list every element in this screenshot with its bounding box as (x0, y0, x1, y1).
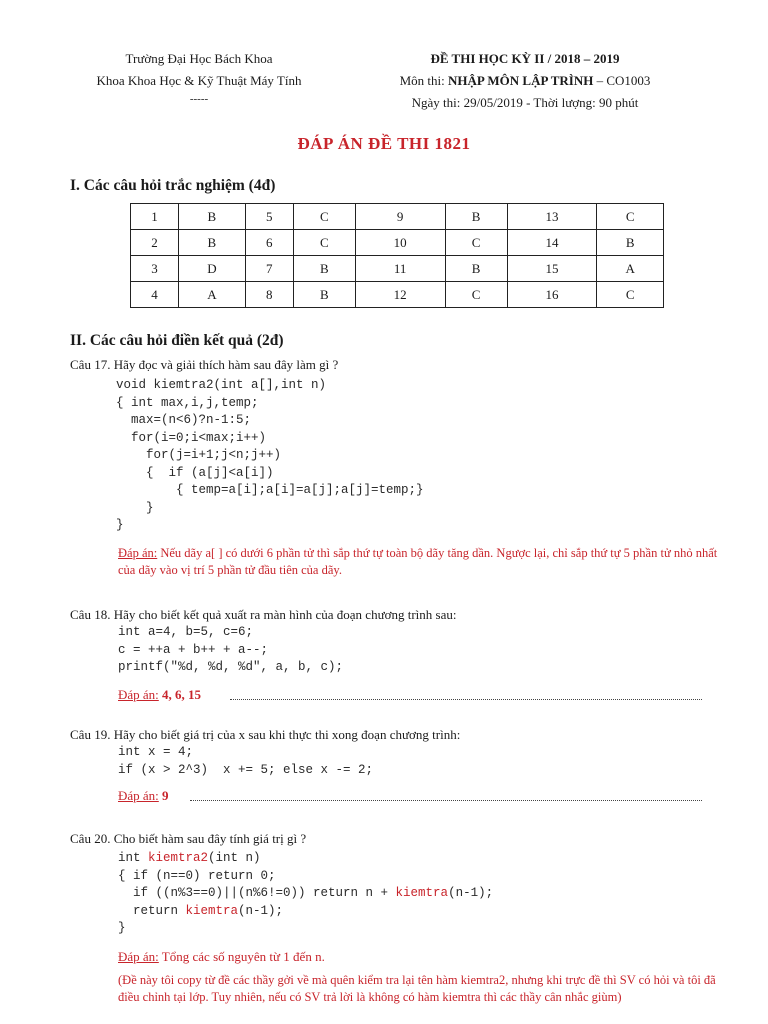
section-1-heading: I. Các câu hỏi trắc nghiệm (4đ) (70, 177, 276, 194)
section-2-heading: II. Các câu hỏi điền kết quả (2đ) (70, 332, 284, 349)
page-title: ĐÁP ÁN ĐỀ THI 1821 (297, 134, 471, 153)
answer-choice-cell: B (293, 256, 355, 282)
answer-choice-cell: C (445, 282, 507, 308)
q18-answer-label: Đáp án: (118, 687, 159, 702)
q17-answer (118, 545, 718, 579)
header-left (74, 48, 324, 106)
header-divider: ----- (189, 93, 209, 105)
course-code: – CO1003 (593, 73, 651, 88)
q20-code-line (118, 886, 493, 900)
subject-name: NHẬP MÔN LẬP TRÌNH (448, 73, 594, 88)
faculty-name: Khoa Khoa Học & Kỹ Thuật Máy Tính (96, 73, 302, 88)
code-text: (n-1); (448, 886, 494, 900)
question-number-cell: 7 (245, 256, 293, 282)
question-number-cell: 14 (507, 230, 597, 256)
q18-answer-dotline (230, 699, 702, 700)
code-text: (int n) (208, 851, 261, 865)
answer-table-row (131, 256, 664, 282)
question-number-cell: 9 (355, 204, 445, 230)
answer-choice-cell: C (597, 282, 664, 308)
subject-line (355, 70, 695, 92)
header-right (355, 48, 695, 114)
q20-answer-text: Tổng các số nguyên từ 1 đến n. (158, 949, 325, 964)
question-number-cell: 16 (507, 282, 597, 308)
question-number-cell: 4 (131, 282, 179, 308)
code-text: } (118, 921, 126, 935)
q20-answer (118, 948, 325, 966)
q18-code: int a=4, b=5, c=6; c = ++a + b++ + a--; printf("%d, %d, %d", a, b, c); (118, 625, 344, 674)
exam-date-line: Ngày thi: 29/05/2019 - Thời lượng: 90 phút (411, 95, 639, 110)
q17-answer-label: Đáp án: (118, 546, 158, 560)
code-function-name: kiemtra (185, 903, 239, 918)
question-20: Câu 20. Cho biết hàm sau đây tính giá trị gì ? (70, 831, 307, 846)
answer-table-row (131, 230, 664, 256)
subject-label: Môn thi: (399, 73, 449, 88)
q20-code-line (118, 869, 276, 883)
code-text: if ((n%3==0)||(n%6!=0)) return n + (118, 886, 396, 900)
code-function-name: kiemtra2 (148, 851, 209, 865)
q18-answer-text: 4, 6, 15 (158, 687, 202, 702)
answer-choice-cell: A (179, 282, 246, 308)
question-number-cell: 6 (245, 230, 293, 256)
question-number-cell: 8 (245, 282, 293, 308)
q19-answer-dotline (190, 800, 702, 801)
answer-choice-cell: C (293, 204, 355, 230)
q19-answer-label: Đáp án: (118, 788, 159, 803)
exam-title: ĐỀ THI HỌC KỲ II / 2018 – 2019 (430, 51, 620, 66)
q20-code (118, 850, 493, 938)
answer-table-row (131, 282, 664, 308)
answer-choice-cell: B (179, 204, 246, 230)
question-19: Câu 19. Hãy cho biết giá trị của x sau khi thực thi xong đoạn chương trình: (70, 727, 461, 742)
question-number-cell: 12 (355, 282, 445, 308)
answer-choice-cell: A (597, 256, 664, 282)
answer-choice-cell: D (179, 256, 246, 282)
code-text: { if (n==0) return 0; (118, 868, 276, 883)
answer-choice-cell: C (293, 230, 355, 256)
q17-code: void kiemtra2(int a[],int n) { int max,i,j,temp; max=(n<6)?n-1:5; for(i=0;i<max;i++) for(j=i+1;j<n;j++) { if (a[j]<a[i]) { temp=a[i];a[i]=a[j];a[j]=temp;} } } (116, 378, 424, 532)
q20-note: (Đề này tôi copy từ đề các thầy gởi về mà quên kiểm tra lại tên hàm kiemtra2, nhưng khi trực đề thì SV có hỏi và tôi đã điều chỉnh tại lớp. Tuy nhiên, nếu có SV trả lời là không có hàm kiemtra thì các thầy cân nhắc giùm) (118, 973, 716, 1004)
q17-answer-text: Nếu dãy a[ ] có dưới 6 phần tử thì sắp thứ tự toàn bộ dãy tăng dần. Ngược lại, chỉ sắp thứ tự 5 phần tử nhỏ nhất của dãy vào vị trí 5 phần tử đầu tiên của dãy. (118, 546, 718, 577)
question-17: Câu 17. Hãy đọc và giải thích hàm sau đây làm gì ? (70, 357, 339, 372)
question-number-cell: 15 (507, 256, 597, 282)
question-number-cell: 10 (355, 230, 445, 256)
answer-choice-cell: B (293, 282, 355, 308)
code-text: return (118, 903, 186, 918)
university-name: Trường Đại Học Bách Khoa (125, 51, 273, 66)
question-number-cell: 1 (131, 204, 179, 230)
q20-code-line (118, 921, 126, 935)
question-number-cell: 11 (355, 256, 445, 282)
code-text: int (118, 851, 149, 865)
q19-answer (118, 787, 169, 805)
code-text: (n-1); (238, 903, 284, 918)
q20-code-line (118, 851, 261, 865)
q18-answer (118, 686, 201, 704)
question-number-cell: 2 (131, 230, 179, 256)
q20-code-line (118, 904, 283, 918)
q19-code: int x = 4; if (x > 2^3) x += 5; else x -= 2; (118, 745, 374, 777)
answer-choice-cell: B (445, 256, 507, 282)
question-number-cell: 3 (131, 256, 179, 282)
answer-table (130, 203, 664, 308)
q19-answer-text: 9 (158, 788, 169, 803)
question-18: Câu 18. Hãy cho biết kết quả xuất ra màn hình của đoạn chương trình sau: (70, 607, 457, 622)
answer-table-row (131, 204, 664, 230)
answer-choice-cell: B (597, 230, 664, 256)
question-number-cell: 5 (245, 204, 293, 230)
answer-choice-cell: B (179, 230, 246, 256)
q20-answer-label: Đáp án: (118, 949, 159, 964)
code-function-name: kiemtra (395, 886, 449, 900)
question-number-cell: 13 (507, 204, 597, 230)
answer-choice-cell: C (597, 204, 664, 230)
answer-choice-cell: B (445, 204, 507, 230)
answer-choice-cell: C (445, 230, 507, 256)
